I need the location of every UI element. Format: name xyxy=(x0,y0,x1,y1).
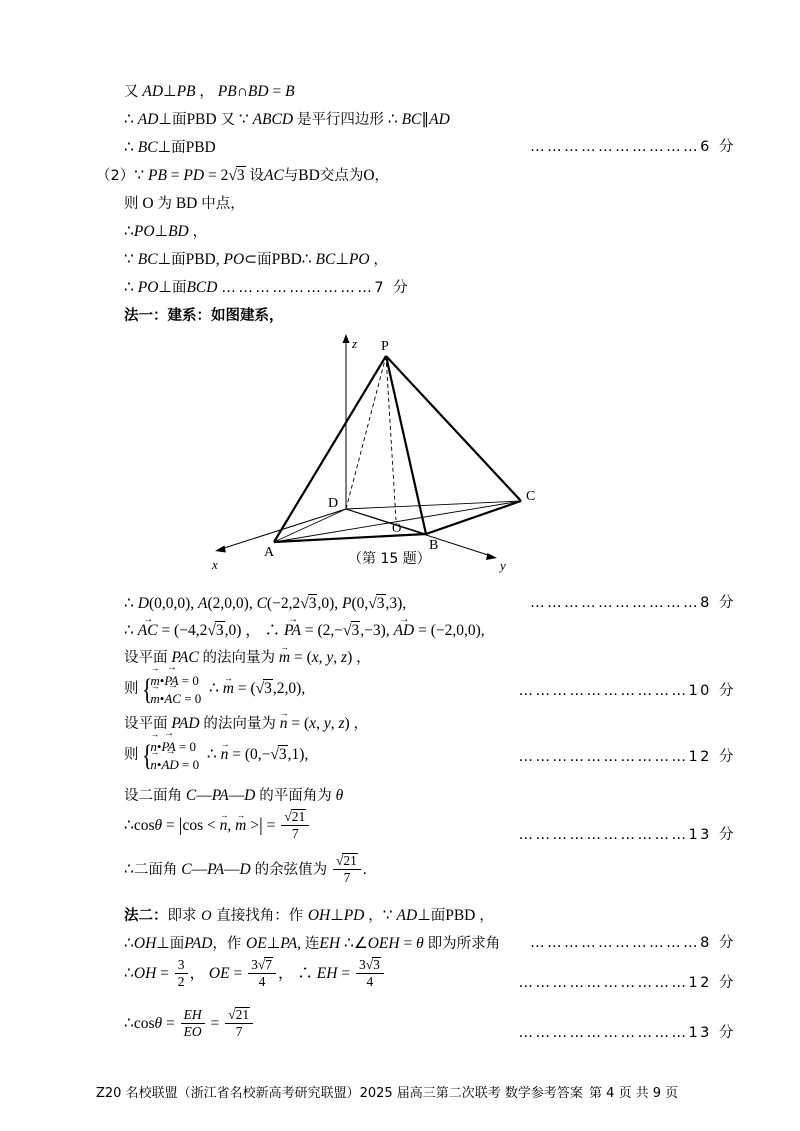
method-one-title: 法一：建系：如图建系， xyxy=(124,308,284,324)
fraction: $\frac{EH}{EO}$ xyxy=(181,1007,205,1039)
solution-line: ∴二面角 C—PA—D 的余弦值为 $\frac{√21}{7}$ . xyxy=(124,853,367,885)
answer-body xyxy=(96,78,736,1056)
score-annotation: …………………………13 分 xyxy=(518,1025,736,1041)
solution-line: 设平面 PAC 的法向量为 m → = (x, y, z) ， xyxy=(96,644,736,672)
solution-line: 则 { m →•PA → = 0 m →•AC → = 0 ∴ m → = (√3,2,0), …………………………10 分 xyxy=(96,672,736,710)
solution-line: ∴ BC⊥面PBD …………………………6 分 xyxy=(96,134,736,162)
fraction: $\frac{√21}{7}$ xyxy=(281,809,309,841)
figure-caption: （第 15 题） xyxy=(348,551,431,567)
equation-system: { n →•PA → = 0 n →•AD → = 0 xyxy=(142,738,199,773)
solution-line: 设二面角 C—PA—D 的平面角为 θ xyxy=(124,787,344,804)
score-annotation: …………………………10 分 xyxy=(518,683,736,699)
svg-text:A: A xyxy=(264,545,275,560)
svg-text:O: O xyxy=(392,520,402,535)
score-annotation: …………………………13 分 xyxy=(518,827,736,843)
fraction: $\frac{√21}{7}$ xyxy=(333,853,361,885)
solution-line: ∴cosθ = $\frac{EH}{EO}$ = $\frac{√21}{7}$ …………………………13 分 xyxy=(96,1008,736,1056)
svg-text:x: x xyxy=(212,557,218,572)
score-annotation: …………………………8 分 xyxy=(530,935,736,951)
svg-text:D: D xyxy=(328,496,339,511)
score-annotation: …………………………12 分 xyxy=(518,975,736,991)
solution-line: ∴OH = $\frac{3}{2}$ ， OE = $\frac{3√7}{4}$ ， ∴ EH = $\frac{3√3}{4}$ …………………………12 分 xyxy=(96,958,736,1004)
solution-line: ∴ AD⊥面PBD 又 ∵ ABCD 是平行四边形 ∴ BC∥AD xyxy=(124,111,450,128)
solution-line: ∵ BC⊥面PBD, PO⊂面PBD∴ BC⊥PO ， xyxy=(124,251,388,268)
solution-line: ∴ D(0,0,0), A(2,0,0), C(−2,2√3,0), P(0,√3,3), …………………………8 分 xyxy=(96,590,736,617)
solution-line: 设平面 PAD 的法向量为 n → = (x, y, z) ， xyxy=(96,710,736,738)
equation-system: { m →•PA → = 0 m →•AC → = 0 xyxy=(142,672,201,707)
fraction: $\frac{3}{2}$ xyxy=(175,957,188,989)
fraction: $\frac{√21}{7}$ xyxy=(225,1007,253,1039)
page-footer xyxy=(96,1082,736,1101)
fraction: $\frac{3√7}{4}$ xyxy=(248,957,276,989)
score-annotation: …………………………6 分 xyxy=(530,139,736,155)
solution-line: 则 O 为 BD 中点， xyxy=(124,195,245,212)
score-annotation: …………………………8 分 xyxy=(530,595,736,611)
footer-title: Z20 名校联盟（浙江省名校新高考研究联盟）2025 届高三第二次联考 数学参考答案 xyxy=(96,1086,583,1101)
pyramid-diagram xyxy=(96,334,736,584)
score-annotation: …………………………12 分 xyxy=(518,749,736,765)
fraction: $\frac{3√3}{4}$ xyxy=(356,957,384,989)
solution-line: ∴cosθ = |cos < n →, m → >| = $\frac{√21}{7}$ …………………………13 分 xyxy=(96,810,736,854)
geometry-figure xyxy=(96,334,736,584)
svg-text:P: P xyxy=(381,339,389,354)
svg-text:B: B xyxy=(429,538,439,553)
svg-text:y: y xyxy=(500,558,506,573)
solution-line: ∴OH⊥面PAD，作 OE⊥PA, 连EH ∴∠OEH = θ 即为所求角 …………………………8 分 xyxy=(96,930,736,958)
solution-line: 则 { n →•PA → = 0 n →•AD → = 0 ∴ n → = (0,−√3,1), …………………………12 分 xyxy=(96,738,736,776)
svg-text:z: z xyxy=(352,336,358,351)
method-two-title: 法二：即求 O 直接找角：作 OH⊥PD ，∵ AD⊥面PBD ， xyxy=(124,907,494,924)
solution-line: （2）∵ PB = PD = 2√3 设AC与BD交点为O， xyxy=(96,167,390,184)
solution-line: ∴PO⊥BD ， xyxy=(124,223,208,240)
solution-line: ∴ PO⊥面BCD ………………………7 分 xyxy=(124,279,411,296)
footer-page-number: 第 4 页 共 9 页 xyxy=(588,1086,679,1101)
svg-text:C: C xyxy=(526,489,536,504)
solution-line: ∴ AC → = (−4,2√3,0) ， ∴ PA → = (2,−√3,−3), AD → = (−2,0,0), xyxy=(96,617,736,644)
solution-line: 又 AD⊥PB ， PB∩BD = B xyxy=(124,83,295,100)
